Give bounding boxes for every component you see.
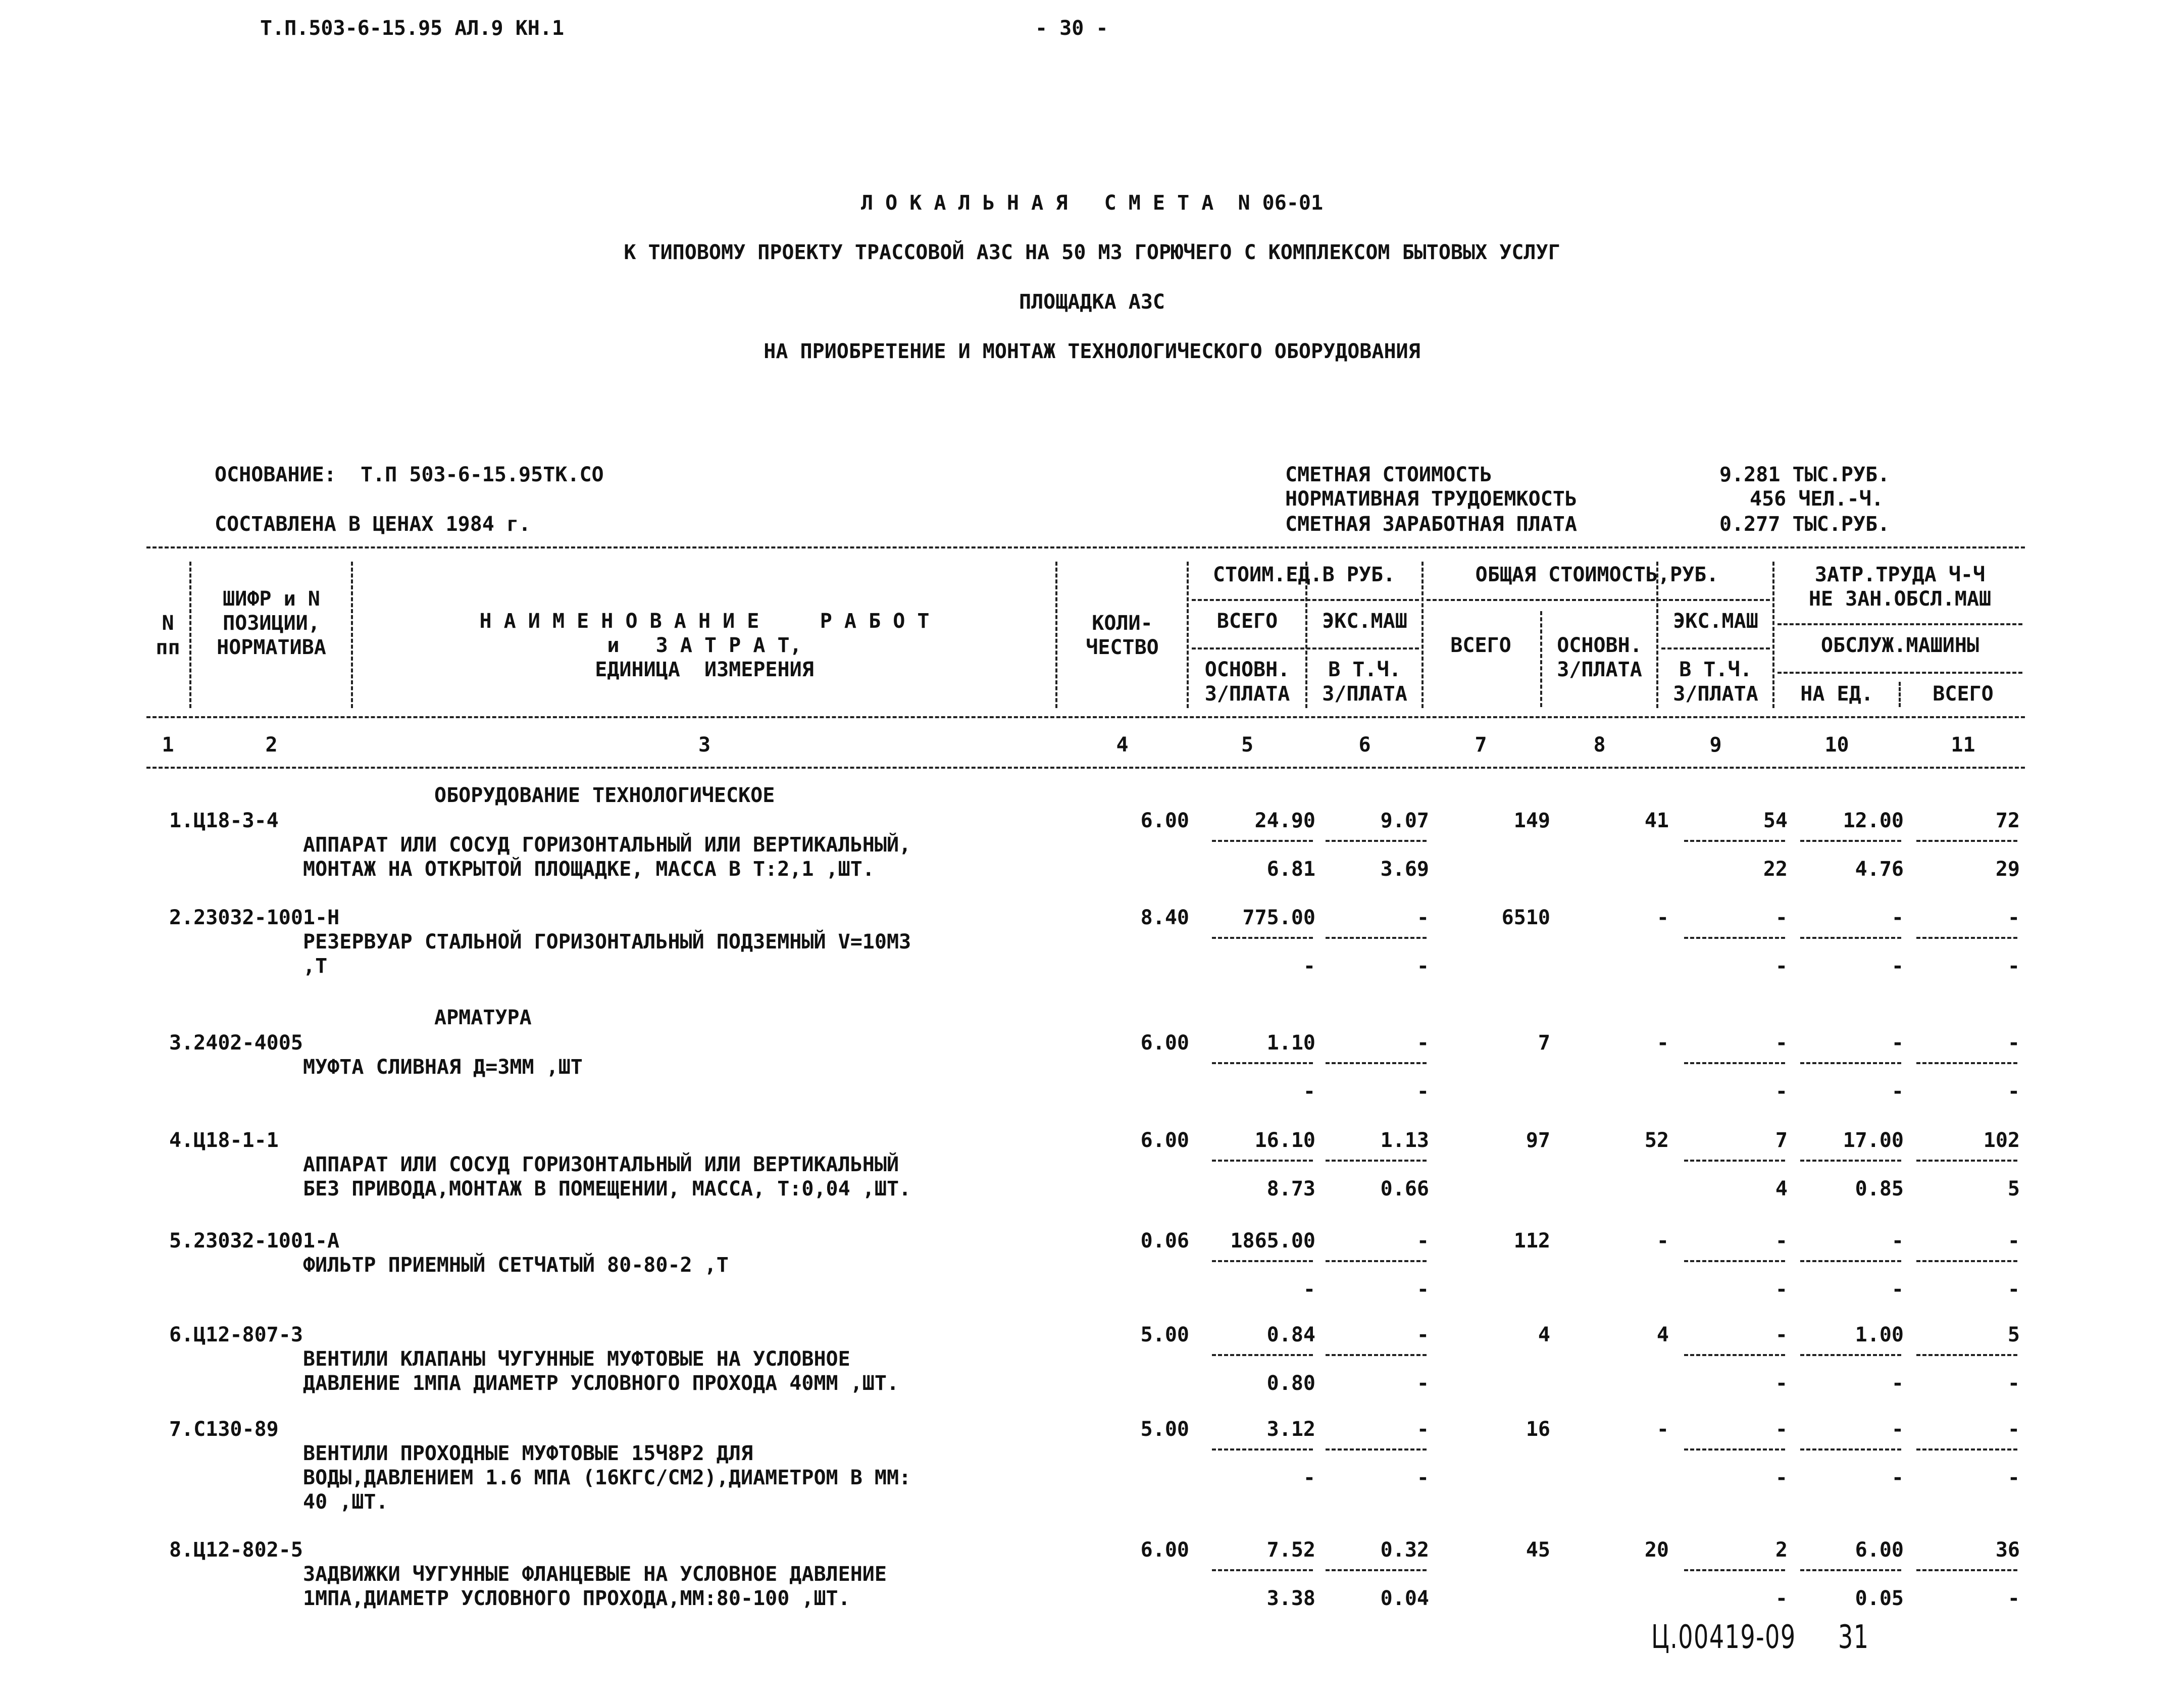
item-value: - bbox=[1891, 1418, 1904, 1441]
item-value: 1.00 bbox=[1855, 1323, 1904, 1346]
item-description: 40 ,ШТ. bbox=[303, 1490, 388, 1514]
subtotal-divider bbox=[1684, 1448, 1785, 1451]
item-value-pay: 29 bbox=[1995, 858, 2020, 881]
wage-label: СМЕТНАЯ ЗАРАБОТНАЯ ПЛАТА bbox=[1285, 513, 1577, 536]
subtotal-divider bbox=[1916, 840, 2017, 842]
item-value-pay: 4 bbox=[1775, 1177, 1788, 1201]
subtotal-divider bbox=[1326, 1160, 1427, 1162]
header-pay5: З/ПЛАТА bbox=[1204, 682, 1290, 706]
item-value-pay: - bbox=[1775, 1080, 1788, 1103]
subtotal-divider bbox=[1684, 1569, 1785, 1571]
cost-value: 9.281 ТЫС.РУБ. bbox=[1719, 463, 1890, 486]
item-value-pay: - bbox=[2007, 1466, 2020, 1489]
col-divider bbox=[1055, 562, 1057, 708]
subtotal-divider bbox=[1212, 1354, 1313, 1356]
item-value: 41 bbox=[1644, 809, 1669, 832]
item-value: 52 bbox=[1644, 1129, 1669, 1152]
header-name-sub: и З А Т Р А Т, bbox=[607, 634, 802, 657]
item-value: 12.00 bbox=[1843, 809, 1904, 832]
subtotal-divider bbox=[1916, 1448, 2017, 1451]
item-value-pay: 0.04 bbox=[1380, 1587, 1429, 1610]
item-value: 6.00 bbox=[1855, 1538, 1904, 1562]
item-value: - bbox=[2007, 1418, 2020, 1441]
subtotal-divider bbox=[1800, 840, 1901, 842]
item-description: ,Т bbox=[303, 955, 328, 978]
column-number: 10 bbox=[1824, 733, 1849, 757]
item-code: 1.Ц18-3-4 bbox=[169, 809, 279, 832]
subtotal-divider bbox=[1800, 1062, 1901, 1064]
column-number: 2 bbox=[265, 733, 278, 757]
item-value-pay: 3.38 bbox=[1266, 1587, 1315, 1610]
subtotal-divider bbox=[1326, 840, 1427, 842]
subtotal-divider bbox=[1684, 1160, 1785, 1162]
subtotal-divider bbox=[1916, 937, 2017, 939]
item-value: - bbox=[1891, 906, 1904, 929]
item-value: 3.12 bbox=[1266, 1418, 1315, 1441]
header-basic8: ОСНОВН. bbox=[1557, 634, 1642, 657]
item-description: РЕЗЕРВУАР СТАЛЬНОЙ ГОРИЗОНТАЛЬНЫЙ ПОДЗЕМНЫЙ V=10МЗ bbox=[303, 930, 911, 954]
item-value: 5.00 bbox=[1140, 1323, 1189, 1346]
header-unit-cost: СТОИМ.ЕД.В РУБ. bbox=[1212, 563, 1396, 586]
section-heading-fittings: АРМАТУРА bbox=[434, 1006, 532, 1029]
item-description: МУФТА СЛИВНАЯ Д=ЗММ ,ШТ bbox=[303, 1056, 583, 1079]
item-value-pay: 4.76 bbox=[1855, 858, 1904, 881]
item-value-pay: - bbox=[1416, 1466, 1429, 1489]
item-value: - bbox=[1775, 1031, 1788, 1055]
item-value-pay: 0.80 bbox=[1266, 1372, 1315, 1395]
item-value: 0.84 bbox=[1266, 1323, 1315, 1346]
header-row-number: N пп bbox=[156, 612, 180, 659]
item-description: АППАРАТ ИЛИ СОСУД ГОРИЗОНТАЛЬНЫЙ ИЛИ ВЕРТИКАЛЬНЫЙ bbox=[303, 1153, 899, 1176]
item-value-pay: 6.81 bbox=[1266, 858, 1315, 881]
item-code: 2.23032-1001-Н bbox=[169, 906, 340, 929]
subtotal-divider bbox=[1684, 1260, 1785, 1262]
subtotal-divider bbox=[1800, 1160, 1901, 1162]
header-unit: ЕДИНИЦА ИЗМЕРЕНИЯ bbox=[595, 658, 814, 681]
column-number: 1 bbox=[162, 733, 174, 757]
item-code: 6.Ц12-807-3 bbox=[169, 1323, 303, 1346]
item-description: БЕЗ ПРИВОДА,МОНТАЖ В ПОМЕЩЕНИИ, МАССА, Т:0,04 ,ШТ. bbox=[303, 1177, 911, 1201]
item-value-pay: - bbox=[1775, 1278, 1788, 1301]
item-value: - bbox=[1416, 1031, 1429, 1055]
item-value: 112 bbox=[1513, 1229, 1550, 1253]
item-value-pay: 0.85 bbox=[1855, 1177, 1904, 1201]
subtotal-divider bbox=[1800, 1569, 1901, 1571]
item-value-pay: - bbox=[2007, 1587, 2020, 1610]
header-pay6: З/ПЛАТА bbox=[1322, 682, 1407, 706]
item-value-pay: - bbox=[1891, 1372, 1904, 1395]
item-value: 20 bbox=[1644, 1538, 1669, 1562]
column-number: 11 bbox=[1951, 733, 1975, 757]
header-incl: В Т.Ч. bbox=[1328, 658, 1401, 681]
item-value: 4 bbox=[1656, 1323, 1669, 1346]
item-value: - bbox=[1775, 906, 1788, 929]
cost-label: СМЕТНАЯ СТОИМОСТЬ bbox=[1285, 463, 1492, 486]
item-value: 24.90 bbox=[1254, 809, 1315, 832]
column-number: 5 bbox=[1241, 733, 1254, 757]
document-subtitle: К ТИПОВОМУ ПРОЕКТУ ТРАССОВОЙ АЗС НА 50 МЗ ГОРЮЧЕГО С КОМПЛЕКСОМ БЫТОВЫХ УСЛУГ bbox=[624, 241, 1560, 264]
subtotal-divider bbox=[1212, 1448, 1313, 1451]
item-value-pay: - bbox=[1775, 1466, 1788, 1489]
subtotal-divider bbox=[1326, 1448, 1427, 1451]
item-value: - bbox=[2007, 1031, 2020, 1055]
subtotal-divider bbox=[1212, 1569, 1313, 1571]
item-description: ВОДЫ,ДАВЛЕНИЕМ 1.6 МПА (16КГС/СМ2),ДИАМЕТРОМ В ММ: bbox=[303, 1466, 911, 1489]
item-value: 1.13 bbox=[1380, 1129, 1429, 1152]
column-number: 9 bbox=[1709, 733, 1722, 757]
header-total: ВСЕГО bbox=[1216, 610, 1278, 633]
section-heading-equipment: ОБОРУДОВАНИЕ ТЕХНОЛОГИЧЕСКОЕ bbox=[434, 784, 775, 807]
item-value: - bbox=[1416, 1323, 1429, 1346]
item-code: 4.Ц18-1-1 bbox=[169, 1129, 279, 1152]
subtotal-divider bbox=[1684, 1062, 1785, 1064]
item-code: 5.23032-1001-А bbox=[169, 1229, 340, 1253]
column-number: 3 bbox=[698, 733, 711, 757]
item-value-pay: - bbox=[1891, 1278, 1904, 1301]
item-value: 54 bbox=[1763, 809, 1788, 832]
item-value: 36 bbox=[1995, 1538, 2020, 1562]
subtotal-divider bbox=[1916, 1569, 2017, 1571]
subtotal-divider bbox=[1326, 1569, 1427, 1571]
item-value: 6.00 bbox=[1140, 809, 1189, 832]
item-value: - bbox=[1775, 1418, 1788, 1441]
subtotal-divider bbox=[1916, 1260, 2017, 1262]
item-value: 8.40 bbox=[1140, 906, 1189, 929]
col-divider bbox=[1540, 611, 1542, 707]
item-value-pay: - bbox=[1891, 1466, 1904, 1489]
item-value: 2 bbox=[1775, 1538, 1788, 1562]
header-bottom-rule bbox=[146, 767, 2025, 769]
item-value-pay: 3.69 bbox=[1380, 858, 1429, 881]
divider bbox=[1777, 623, 2022, 625]
item-value: - bbox=[2007, 906, 2020, 929]
item-code: 8.Ц12-802-5 bbox=[169, 1538, 303, 1562]
subtotal-divider bbox=[1212, 937, 1313, 939]
labor-value: 456 ЧЕЛ.-Ч. bbox=[1750, 487, 1884, 511]
price-base-line: СОСТАВЛЕНА В ЦЕНАХ 1984 г. bbox=[215, 513, 531, 536]
inventory-number: Ц.00419-09 bbox=[1651, 1619, 1796, 1656]
item-value: 1865.00 bbox=[1230, 1229, 1315, 1253]
subtotal-divider bbox=[1212, 1260, 1313, 1262]
item-value: 0.06 bbox=[1140, 1229, 1189, 1253]
subtotal-divider bbox=[1326, 937, 1427, 939]
col-divider bbox=[1899, 682, 1901, 707]
wage-value: 0.277 ТЫС.РУБ. bbox=[1719, 513, 1890, 536]
header-mid-rule bbox=[146, 716, 2025, 718]
estimate-purpose: НА ПРИОБРЕТЕНИЕ И МОНТАЖ ТЕХНОЛОГИЧЕСКОГО ОБОРУДОВАНИЯ bbox=[764, 340, 1420, 363]
item-value-pay: - bbox=[1303, 1278, 1315, 1301]
item-value: 1.10 bbox=[1266, 1031, 1315, 1055]
subtotal-divider bbox=[1212, 1062, 1313, 1064]
item-value: 149 bbox=[1513, 809, 1550, 832]
item-description: 1МПА,ДИАМЕТР УСЛОВНОГО ПРОХОДА,ММ:80-100 ,ШТ. bbox=[303, 1587, 850, 1610]
header-labor-sub: НЕ ЗАН.ОБСЛ.МАШ bbox=[1808, 587, 1992, 611]
header-pay8: З/ПЛАТА bbox=[1557, 658, 1642, 681]
page-number: - 30 - bbox=[1035, 17, 1108, 40]
item-value: 7 bbox=[1538, 1031, 1550, 1055]
divider bbox=[1427, 599, 1770, 601]
subtotal-divider bbox=[1916, 1062, 2017, 1064]
divider bbox=[1192, 647, 1419, 649]
item-value: 5.00 bbox=[1140, 1418, 1189, 1441]
item-value-pay: - bbox=[1416, 1278, 1429, 1301]
item-value: 45 bbox=[1526, 1538, 1550, 1562]
subtotal-divider bbox=[1212, 1160, 1313, 1162]
subtotal-divider bbox=[1326, 1260, 1427, 1262]
labor-label: НОРМАТИВНАЯ ТРУДОЕМКОСТЬ bbox=[1285, 487, 1577, 511]
header-per-unit: НА ЕД. bbox=[1800, 682, 1873, 706]
item-code: 3.2402-4005 bbox=[169, 1031, 303, 1055]
column-number: 4 bbox=[1116, 733, 1129, 757]
item-value: - bbox=[1656, 1229, 1669, 1253]
subtotal-divider bbox=[1916, 1354, 2017, 1356]
item-value: 6.00 bbox=[1140, 1031, 1189, 1055]
column-number: 6 bbox=[1358, 733, 1371, 757]
header-quantity: КОЛИ- ЧЕСТВО bbox=[1086, 612, 1159, 659]
item-value-pay: 5 bbox=[2007, 1177, 2020, 1201]
column-number: 7 bbox=[1475, 733, 1487, 757]
item-value: 17.00 bbox=[1843, 1129, 1904, 1152]
item-value-pay: - bbox=[2007, 1080, 2020, 1103]
col-divider bbox=[1772, 562, 1774, 708]
item-value: 4 bbox=[1538, 1323, 1550, 1346]
site-name: ПЛОЩАДКА АЗС bbox=[1019, 290, 1165, 314]
col-divider bbox=[351, 562, 353, 708]
item-value: - bbox=[1775, 1229, 1788, 1253]
subtotal-divider bbox=[1916, 1160, 2017, 1162]
item-value-pay: - bbox=[1891, 1080, 1904, 1103]
item-value-pay: - bbox=[1303, 955, 1315, 978]
subtotal-divider bbox=[1684, 1354, 1785, 1356]
item-value: 5 bbox=[2007, 1323, 2020, 1346]
header-total7: ВСЕГО bbox=[1450, 634, 1511, 657]
header-exp-mach: ЭКС.МАШ bbox=[1322, 610, 1407, 633]
divider bbox=[1661, 647, 1770, 649]
item-value: 7.52 bbox=[1266, 1538, 1315, 1562]
header-labor: ЗАТР.ТРУДА Ч-Ч bbox=[1814, 563, 1986, 586]
item-value-pay: 22 bbox=[1763, 858, 1788, 881]
subtotal-divider bbox=[1212, 840, 1313, 842]
item-value: 6510 bbox=[1501, 906, 1550, 929]
item-value-pay: - bbox=[2007, 955, 2020, 978]
item-value: 6.00 bbox=[1140, 1538, 1189, 1562]
item-value-pay: - bbox=[2007, 1372, 2020, 1395]
divider bbox=[1777, 672, 2022, 674]
subtotal-divider bbox=[1800, 937, 1901, 939]
item-code: 7.С130-89 bbox=[169, 1418, 279, 1441]
item-value: - bbox=[1775, 1323, 1788, 1346]
item-value: 0.32 bbox=[1380, 1538, 1429, 1562]
item-value: 775.00 bbox=[1242, 906, 1315, 929]
header-pay9: З/ПЛАТА bbox=[1673, 682, 1758, 706]
header-code: ШИФР и N ПОЗИЦИИ, НОРМАТИВА bbox=[217, 587, 326, 659]
subtotal-divider bbox=[1800, 1448, 1901, 1451]
doc-code: Т.П.503-6-15.95 АЛ.9 КН.1 bbox=[260, 17, 565, 40]
subtotal-divider bbox=[1800, 1354, 1901, 1356]
item-value-pay: 0.05 bbox=[1855, 1587, 1904, 1610]
item-value: 72 bbox=[1995, 809, 2020, 832]
item-value: - bbox=[1656, 1418, 1669, 1441]
header-basic: ОСНОВН. bbox=[1204, 658, 1290, 681]
subtotal-divider bbox=[1326, 1062, 1427, 1064]
item-value: - bbox=[1416, 1418, 1429, 1441]
item-description: ФИЛЬТР ПРИЕМНЫЙ СЕТЧАТЫЙ 80-80-2 ,Т bbox=[303, 1254, 729, 1277]
header-incl9: В Т.Ч. bbox=[1679, 658, 1752, 681]
item-value: - bbox=[1656, 906, 1669, 929]
item-value: 97 bbox=[1526, 1129, 1550, 1152]
item-value: - bbox=[1416, 906, 1429, 929]
item-value: - bbox=[1416, 1229, 1429, 1253]
item-description: АППАРАТ ИЛИ СОСУД ГОРИЗОНТАЛЬНЫЙ ИЛИ ВЕРТИКАЛЬНЫЙ, bbox=[303, 833, 911, 857]
sheet-number: 31 bbox=[1838, 1619, 1869, 1656]
subtotal-divider bbox=[1326, 1354, 1427, 1356]
item-value-pay: - bbox=[1891, 955, 1904, 978]
item-value: - bbox=[1891, 1031, 1904, 1055]
basis-line: ОСНОВАНИЕ: Т.П 503-6-15.95ТК.СО bbox=[215, 463, 604, 486]
item-value-pay: 8.73 bbox=[1266, 1177, 1315, 1201]
item-value-pay: - bbox=[1303, 1466, 1315, 1489]
item-description: ДАВЛЕНИЕ 1МПА ДИАМЕТР УСЛОВНОГО ПРОХОДА 40ММ ,ШТ. bbox=[303, 1372, 899, 1395]
item-value-pay: - bbox=[1775, 955, 1788, 978]
item-value: 6.00 bbox=[1140, 1129, 1189, 1152]
col-divider bbox=[189, 562, 191, 708]
item-value-pay: - bbox=[2007, 1278, 2020, 1301]
item-description: МОНТАЖ НА ОТКРЫТОЙ ПЛОЩАДКЕ, МАССА В Т:2,1 ,ШТ. bbox=[303, 858, 875, 881]
header-top-rule bbox=[146, 546, 2025, 548]
item-description: ВЕНТИЛИ ПРОХОДНЫЕ МУФТОВЫЕ 15Ч8Р2 ДЛЯ bbox=[303, 1442, 753, 1465]
item-value: 16.10 bbox=[1254, 1129, 1315, 1152]
item-value: - bbox=[1656, 1031, 1669, 1055]
item-value-pay: - bbox=[1416, 955, 1429, 978]
column-number: 8 bbox=[1593, 733, 1606, 757]
item-value: 102 bbox=[1983, 1129, 2020, 1152]
item-description: ВЕНТИЛИ КЛАПАНЫ ЧУГУННЫЕ МУФТОВЫЕ НА УСЛОВНОЕ bbox=[303, 1347, 850, 1371]
header-name: Н А И М Е Н О В А Н И Е Р А Б О Т bbox=[479, 610, 930, 633]
item-description: ЗАДВИЖКИ ЧУГУННЫЕ ФЛАНЦЕВЫЕ НА УСЛОВНОЕ ДАВЛЕНИЕ bbox=[303, 1563, 887, 1586]
divider bbox=[1192, 599, 1419, 601]
item-value-pay: - bbox=[1775, 1587, 1788, 1610]
document-title: Л О К А Л Ь Н А Я С М Е Т А N 06-01 bbox=[860, 191, 1324, 215]
item-value-pay: - bbox=[1416, 1372, 1429, 1395]
header-total11: ВСЕГО bbox=[1933, 682, 1994, 706]
item-value: 7 bbox=[1775, 1129, 1788, 1152]
item-value: - bbox=[1891, 1229, 1904, 1253]
header-total-cost: ОБЩАЯ СТОИМОСТЬ,РУБ. bbox=[1475, 563, 1719, 586]
item-value: 16 bbox=[1526, 1418, 1550, 1441]
item-value-pay: - bbox=[1416, 1080, 1429, 1103]
subtotal-divider bbox=[1800, 1260, 1901, 1262]
item-value: 9.07 bbox=[1380, 809, 1429, 832]
header-service: ОБСЛУЖ.МАШИНЫ bbox=[1820, 634, 1979, 657]
item-value: - bbox=[2007, 1229, 2020, 1253]
item-value-pay: - bbox=[1775, 1372, 1788, 1395]
item-value-pay: - bbox=[1303, 1080, 1315, 1103]
subtotal-divider bbox=[1684, 937, 1785, 939]
header-exp9: ЭКС.МАШ bbox=[1673, 610, 1758, 633]
item-value-pay: 0.66 bbox=[1380, 1177, 1429, 1201]
subtotal-divider bbox=[1684, 840, 1785, 842]
